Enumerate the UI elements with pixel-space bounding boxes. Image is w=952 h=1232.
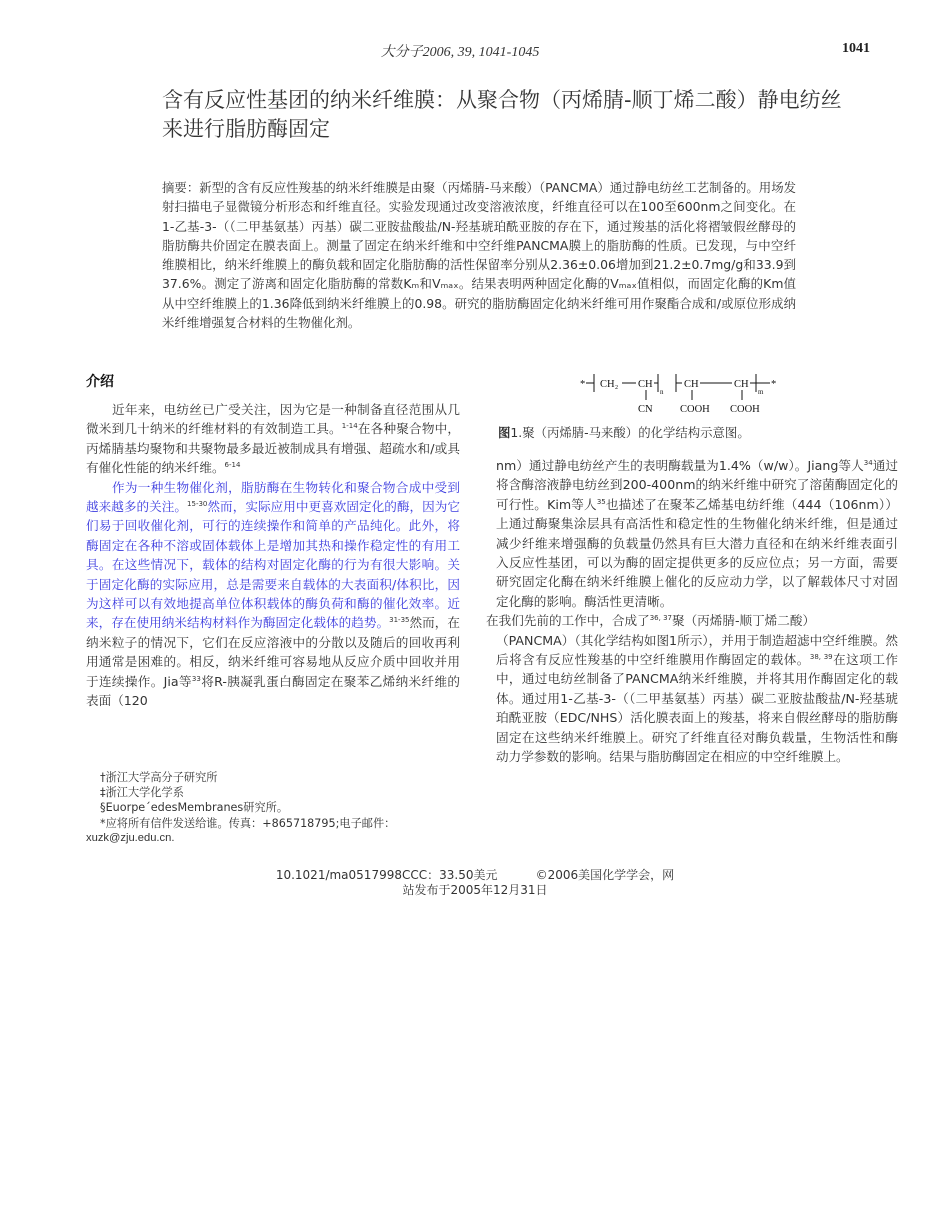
right-paragraph-2: 在我们先前的工作中，合成了$^{36, 37}$聚（丙烯腈-顺丁烯二酸） （PANCMA）（其化学结构如图1所示），并用于制造超滤中空纤维膜。然后将含有反应性羧基的中空纤维膜用作酶固定的载体。$^{38, 39}$在这项工作中，通过电纺丝制备了PANCMA纳米纤维膜，并将其用作酶固定化的载体。通过用1-乙基-3-（（二甲基氨基）丙基）碳二亚胺盐酸盐/N-羟基琥珀酰亚胺（EDC/NHS）活化膜表面上的羧基，将来自假丝酵母的脂肪酶固定在这些纳米纤维膜上。研究了纤维直径对酶负载量，生物活性和酶动力学参数的影响。结果与脂肪酶固定在相应的中空纤维膜上。 [486, 613, 899, 765]
subscript-n: n [660, 388, 664, 396]
cn-group: CN [638, 404, 653, 415]
subscript-m: m [758, 388, 764, 396]
cooh-group-2: COOH [730, 404, 760, 415]
end-star-2: * [771, 379, 777, 390]
left-column [86, 400, 460, 711]
citation[interactable]: 31-35 [389, 616, 410, 625]
ch-group-1: CH [638, 379, 653, 390]
paper-title: 含有反应性基团的纳米纤维膜：从聚合物（丙烯腈-顺丁烯二酸）静电纺丝来进行脂肪酶固定 [162, 88, 842, 141]
footnote-affiliation-2: ‡浙江大学化学系 [100, 786, 184, 800]
intro-paragraph-1: 近年来，电纺丝已广受关注，因为它是一种制备直径范围从几微米到几十纳米的纤维材料的有效制造工具。$^{1-14}$在各种聚合物中，丙烯腈基均聚物和共聚物最多最近被制成具有增强、超疏水和/或具有催化性能的纳米纤维。$^{6-14}$ [86, 402, 461, 476]
figure-label: 图 [498, 425, 511, 440]
citation[interactable]: 1-14 [341, 422, 358, 431]
email-link[interactable]: xuzk@zju.edu.cn. [86, 831, 175, 844]
citation[interactable]: 34 [863, 459, 873, 467]
doi-line: 10.1021/ma0517998CCC：33.50美元 ©2006美国化学学会，网 [275, 868, 675, 882]
citation[interactable]: 15-30 [187, 500, 208, 509]
figure-caption: 图1.聚（丙烯腈-马来酸）的化学结构示意图。 [498, 425, 750, 440]
ch-group-3: CH [734, 379, 749, 390]
page-number: 1041 [842, 41, 870, 56]
right-paragraph-1: nm）通过静电纺丝产生的表明酶载量为1.4%（w/w）。Jiang等人$^{34}$通过将含酶溶液静电纺丝到200-400nm的纳米纤维中研究了溶菌酶固定化的可行性。Kim等人$^{35}$也描述了在聚苯乙烯基电纺纤维（444（106nm））上通过酶聚集涂层具有高活性和稳定性的生物催化纳米纤维，但是通过减少纤维来增强酶的负载量仍然具有巨大潜力直径和在纳米纤维表面引入反应性基团，可以为酶的固定提供更多的反应位点；另一方面，需要研究固定化酶在纳米纤维膜上催化的反应动力学，以了解载体尺寸对固定化酶的影响。酶活性更清晰。 [496, 458, 899, 609]
citation[interactable]: 33 [191, 674, 201, 683]
publication-date: 站发布于2005年12月31日 [402, 883, 548, 897]
right-column [486, 456, 898, 767]
citation[interactable]: 6-14 [224, 461, 241, 470]
cooh-group-1: COOH [680, 404, 710, 415]
intro-paragraph-2: 作为一种生物催化剂，脂肪酶在生物转化和聚合物合成中受到越来越多的关注。$^{15-30}$然而，实际应用中更喜欢固定化的酶，因为它们易于回收催化剂，可行的连续操作和简单的产品纯化。此外，将酶固定在各种不溶或固体载体上是增加其热和操作稳定性的有用工具。在这些情况下，载体的结构对固定化酶的行为有很大影响。关于固定化酶的实际应用，总是需要来自载体的大表面积/体积比，因为这样可以有效地提高单位体积载体的酶负荷和酶的催化效率。近来，存在使用纳米结构材料作为酶固定化载体的趋势。$^{31-35}$然而，在纳米粒子的情况下，它们在反应溶液中的分散以及随后的回收再利用通常是困难的。相反，纳米纤维可容易地从反应介质中回收并用于连续操作。Jia等$^{33}$将R-胰凝乳蛋白酶固定在聚苯乙烯纳米纤维的表面（120 [86, 479, 461, 709]
footnote-correspondence: *应将所有信件发送给谁。传真：+865718795;电子邮件： [100, 816, 396, 830]
ch2-group: CH₂ [600, 379, 619, 390]
end-star: * [580, 379, 586, 390]
footnote-affiliation-3: §Euorpe´edesMembranes研究所。 [100, 801, 289, 815]
ch-group-2: CH [684, 379, 699, 390]
citation[interactable]: 36, 37 [649, 614, 672, 623]
citation[interactable]: 35 [596, 497, 606, 506]
footnote-affiliation-1: †浙江大学高分子研究所 [100, 771, 218, 784]
section-heading-introduction: 介绍 [86, 374, 114, 390]
journal-header: 大分子2006, 39, 1041-1045 [380, 45, 540, 60]
page-footer [250, 868, 700, 898]
citation[interactable]: 38, 39 [809, 653, 833, 662]
chemical-structure-figure [580, 370, 810, 420]
abstract: 摘要：新型的含有反应性羧基的纳米纤维膜是由聚（丙烯腈-马来酸）（PANCMA）通过静电纺丝工艺制备的。用场发射扫描电子显微镜分析形态和纤维直径。实验发现通过改变溶液浓度，纤维直径可以在100至600nm之间变化。在1-乙基-3-（（二甲基氨基）丙基）碳二亚胺盐酸盐/N-羟基琥珀酰亚胺的存在下，通过羧基的活化将褶皱假丝酵母的脂肪酶共价固定在膜表面上。测量了固定在纳米纤维和中空纤维PANCMA膜上的脂肪酶的性质。已发现，与中空纤维膜相比，纳米纤维膜上的酶负载和固定化脂肪酶的活性保留率分别从2.36±0.06增加到21.2±0.7mg/g和33.9到37.6%。测定了游离和固定化脂肪酶的常数Kₘ和Vₘₐₓ。结果表明两种固定化酶的Vₘₐₓ值相似，而固定化酶的Km值从中空纤维膜上的1.36降低到纳米纤维膜上的0.98。研究的脂肪酶固定化纳米纤维可用作聚酯合成和/或原位形成纳米纤维增强复合材料的生物催化剂。 [162, 180, 796, 331]
footnotes [86, 770, 486, 846]
